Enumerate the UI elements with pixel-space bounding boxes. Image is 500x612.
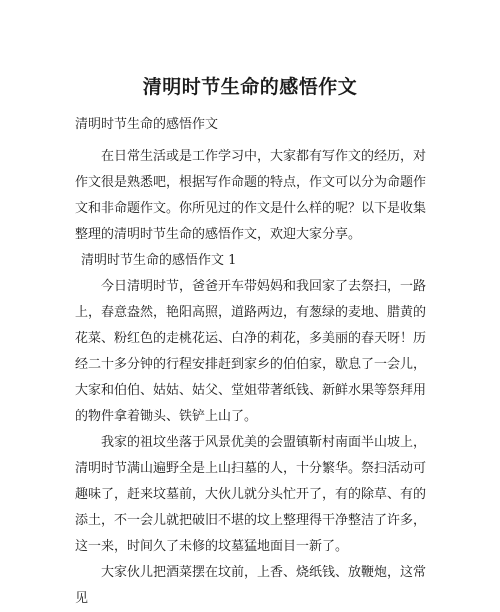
document-title: 清明时节生命的感悟作文 (142, 76, 358, 98)
body-paragraph-2: 我家的祖坟坐落于风景优美的会盟镇靳村南面半山坡上，清明时节满山遍野全是上山扫墓的人，十分繁华。祭扫活动可趣味了，赶来坟墓前，大伙儿就分头忙开了，有的除草、有的添土，不一会儿就把破旧不堪的坟上整理得干净整洁了许多，这一来，时间久了未修的坟墓猛地面目一新了。 (75, 435, 427, 554)
body-paragraph-1: 今日清明时节，爸爸开车带妈妈和我回家了去祭扫，一路上，春意盎然，艳阳高照，道路两边，有葱绿的麦地、腊黄的花菜、粉红色的走桃花运、白净的莉花，多美丽的春天呀！历经二十多分钟的行程安排赶到家乡的伯伯家，歇息了一会儿，大家和伯伯、姑姑、姑父、堂姐带著纸钱、新鲜水果等祭拜用的物件拿着锄头、铁铲上山了。 (75, 279, 427, 424)
document-body (75, 112, 435, 612)
document-subtitle: 清明时节生命的感悟作文 (75, 117, 219, 132)
body-paragraph-3: 大家伙儿把酒菜摆在坟前，上香、烧纸钱、放鞭炮，这常见 (75, 565, 427, 606)
intro-paragraph: 在日常生活或是工作学习中，大家都有写作文的经历，对作文很是熟悉吧，根据写作命题的特点，作文可以分为命题作文和非命题作文。你所见过的作文是什么样的呢？以下是收集整理的清明时节生命的感悟作文，欢迎大家分享。 (75, 149, 427, 242)
section-heading: 清明时节生命的感悟作文 1 (81, 253, 237, 268)
